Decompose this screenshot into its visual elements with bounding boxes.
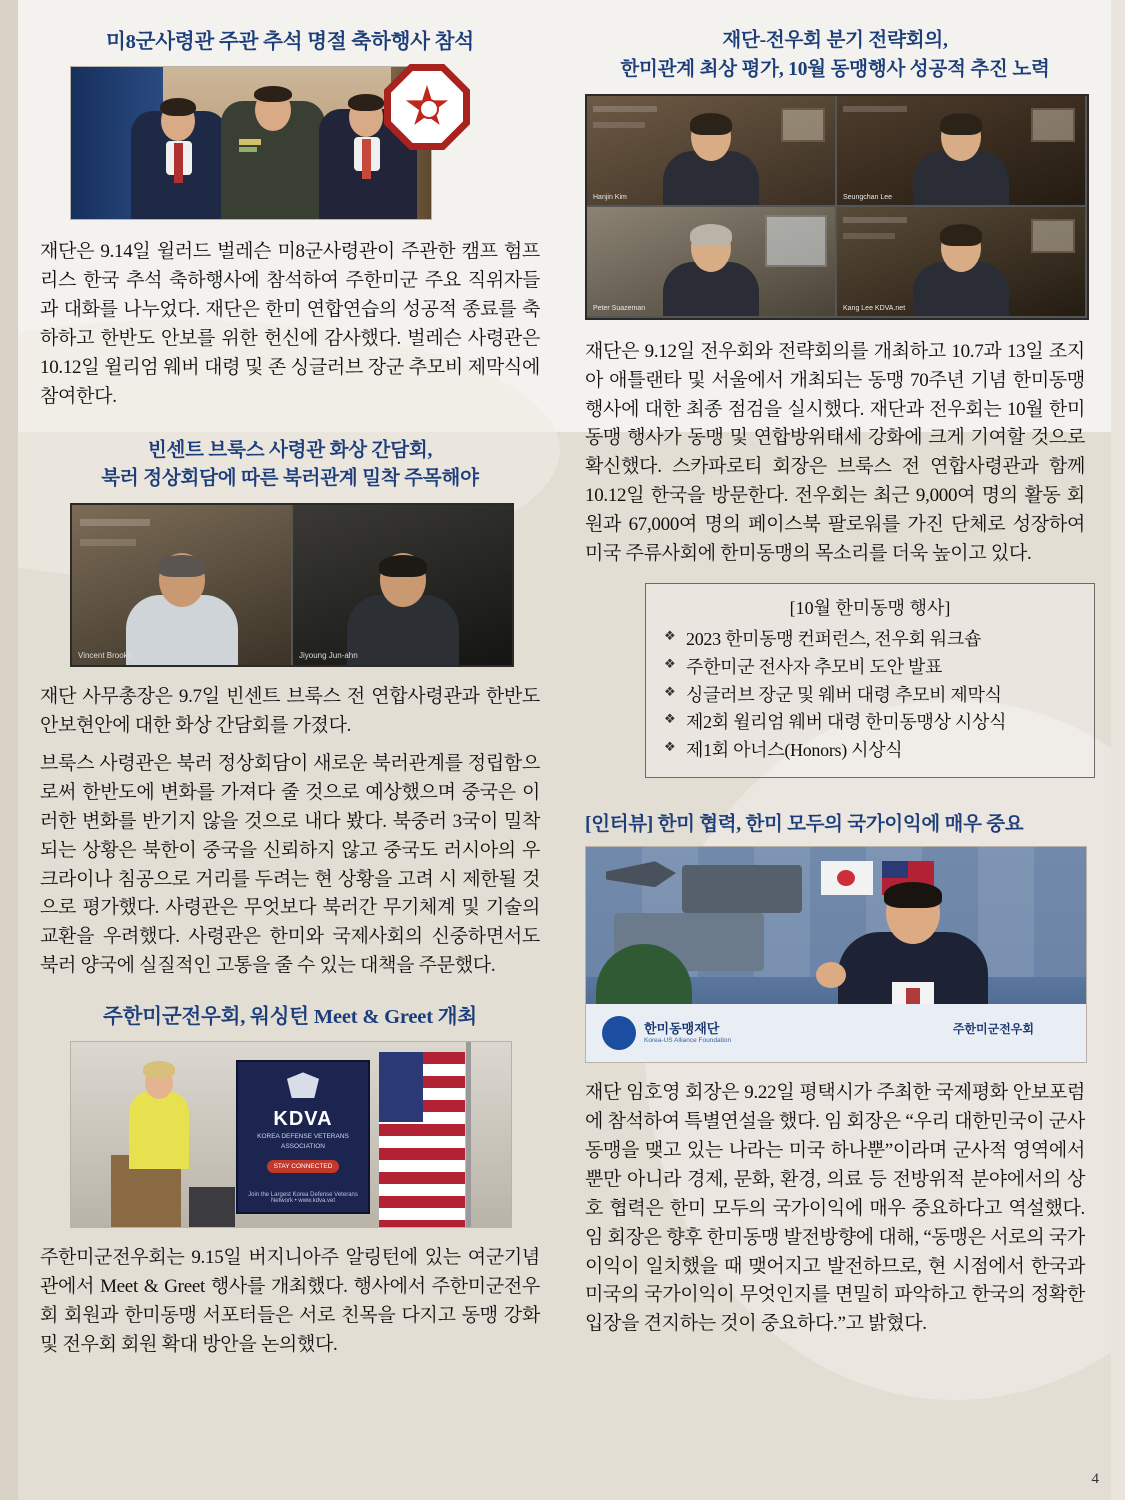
- article-body-strategy-meeting: 재단은 9.12일 전우회와 전략회의를 개최하고 10.7과 13일 조지아 애틀랜타 및 서울에서 개최되는 동맹 70주년 기념 한미동맹 행사에 대한 최종 점검을 실시했다. 재단과 전우회는 10월 한미동맹 행사가 동맹 및 연합방위태세 강화에 크게 기여할 것으로 확신했다. 스카파로티 회장은 브룩스 전 연합사령관과 함께 10.12일 한국을 방문한다. 전우회는 최근 9,000여 명의 활동 회원과 67,000여 명의 페이스북 팔로워를 가진 단체로 성장하여 미국 주류사회에 한미동맹의 목소리를 더욱 높이고 있다.: [585, 340, 1085, 564]
- article-body-eighth-army: 재단은 9.14일 윌러드 벌레슨 미8군사령관이 주관한 캠프 험프리스 한국 추석 축하행사에 참석하여 주한미군 주요 직위자들과 대화를 나누었다. 재단은 한미 연합연습의 성공적 종료를 축하하고 한반도 안보를 위한 헌신에 감사했다. 벌레슨 사령관은 10.12일 윌리엄 웨버 대령 및 존 싱글러브 장군 추모비 제막식에 참여한다.: [40, 241, 540, 407]
- article-headline-kdva-meetgreet: 주한미군전우회, 워싱턴 Meet & Greet 개최: [103, 1006, 477, 1029]
- october-events-box: [645, 583, 1095, 778]
- kdva-banner: [236, 1060, 370, 1214]
- kdva-banner-title: KDVA: [273, 1108, 333, 1131]
- events-list: [660, 626, 1080, 765]
- kdva-banner-subtitle: KOREA DEFENSE VETERANS ASSOCIATION: [257, 1133, 349, 1151]
- article-body-interview: 재단 임호영 회장은 9.22일 평택시가 주최한 국제평화 안보포럼에 참석하여 특별연설을 했다. 임 회장은 “우리 대한민국이 군사동맹을 맺고 있는 나라는 미국 하나뿐”이라며 군사적 영역에서 뿐만 아니라 경제, 문화, 환경, 의료 등 전방위적 분야에서의 상호 협력은 한미 모두의 국가이익에 매우 중요하다고 역설했다. 임 회장은 향후 한미동맹 발전방향에 대해, “동맹은 서로의 국가 이익이 일치했을 때 맺어지고 발전하므로, 현 시점에서 한국과 미국의 국가이익이 무엇인지를 면밀히 파악하고 한국의 정확한 입장을 견지하는 것이 중요하다.”고 밝혔다.: [585, 1082, 1085, 1335]
- photo-kdva-meet-and-greet: [70, 1041, 512, 1228]
- page-number: 4: [1091, 1471, 1099, 1487]
- list-item: ❖ 제1회 아너스(Honors) 시상식: [660, 737, 1080, 765]
- article-body-brooks-2: 브룩스 사령관은 북러 정상회담이 새로운 북러관계를 정립함으로써 한반도에 변화를 가져다 줄 것으로 예상했으며 중국은 이러한 변화를 반기지 않을 것으로 내다 봤다. 북중러 3국이 밀착되는 상황은 북한이 중국을 신뢰하지 않고 중국도 러시아의 우크라이나 침공으로 거리를 두려는 현 상황을 고려 시 제한될 것으로 평가했다. 사령관은 무엇보다 북러간 무기체계 및 기술의 교환을 우려했다. 사령관은 한미와 국제사회의 신중하면서도 북러 양국에 실질적인 고통을 줄 수 있는 대책을 주문했다.: [40, 753, 540, 977]
- video-pane-name-2: Seungchan Lee: [843, 193, 893, 201]
- photo-chuseok-celebration: [70, 66, 432, 220]
- lectern-label-secondary: 주한미군전우회: [952, 1022, 1034, 1037]
- ship-icon: [682, 865, 802, 913]
- left-column: [40, 28, 540, 1369]
- kdva-crest-icon: [287, 1072, 319, 1098]
- photo-quarterly-strategy-video-call: [585, 94, 1089, 320]
- eighth-army-emblem-icon: [384, 64, 470, 150]
- article-headline-strategy-line2: 한미관계 최상 평가, 10월 동맹행사 성공적 추진 노력: [620, 58, 1050, 80]
- list-item: ❖ 주한미군 전사자 추모비 도안 발표: [660, 654, 1080, 682]
- events-box-title: [10월 한미동맹 행사]: [789, 597, 951, 618]
- list-item: ❖ 싱글러브 장군 및 웨버 대령 추모비 제막식: [660, 682, 1080, 710]
- article-headline-interview: [인터뷰] 한미 협력, 한미 모두의 국가이익에 매우 중요: [585, 814, 1024, 836]
- article-headline-strategy-line1: 재단-전우회 분기 전략회의,: [722, 30, 948, 51]
- kdva-banner-pill: STAY CONNECTED: [273, 1163, 333, 1171]
- us-flag-icon: [379, 1052, 465, 1227]
- article-headline-brooks-line1: 빈센트 브룩스 사령관 화상 간담회,: [147, 439, 433, 461]
- article-headline-eighth-army: 미8군사령관 주관 추석 명절 축하행사 참석: [106, 31, 474, 53]
- video-pane-name-3: Peter Suazeman: [593, 304, 646, 312]
- kdva-banner-footer: Join the Largest Korea Defense Veterans Network • www.kdva.vet: [248, 1192, 358, 1205]
- video-pane-name-1: Hanjin Kim: [593, 193, 627, 201]
- foundation-logo-icon: [602, 1016, 636, 1050]
- article-body-brooks-1: 재단 사무총장은 9.7일 빈센트 브룩스 전 연합사령관과 한반도 안보현안에 대한 화상 간담회를 가졌다.: [40, 686, 540, 737]
- photo-brooks-video-meeting: [70, 503, 514, 667]
- article-headline-brooks-line2: 북러 정상회담에 따른 북러관계 밀착 주목해야: [101, 468, 479, 490]
- lectern-label-main: 한미동맹재단: [644, 1021, 720, 1037]
- right-column: [585, 28, 1085, 1348]
- video-pane-name-4: Kang Lee KDVA.net: [843, 304, 906, 312]
- list-item: ❖ 2023 한미동맹 컨퍼런스, 전우회 워크숍: [660, 626, 1080, 654]
- photo-chairman-special-lecture: [585, 846, 1087, 1063]
- video-name-left: Vincent Brooks: [78, 651, 132, 661]
- lectern-label-sub: Korea-US Alliance Foundation: [644, 1037, 732, 1045]
- korea-flag-icon: [821, 861, 873, 895]
- article-body-kdva-meetgreet: 주한미군전우회는 9.15일 버지니아주 알링턴에 있는 여군기념관에서 Meet & Greet 행사를 개최했다. 행사에서 주한미군전우회 회원과 한미동맹 서포터들은 서로 친목을 다지고 동맹 강화 및 전우회 회원 확대 방안을 논의했다.: [40, 1247, 540, 1355]
- video-name-right: Jiyoung Jun-ahn: [299, 651, 358, 661]
- list-item: ❖ 제2회 윌리엄 웨버 대령 한미동맹상 시상식: [660, 709, 1080, 737]
